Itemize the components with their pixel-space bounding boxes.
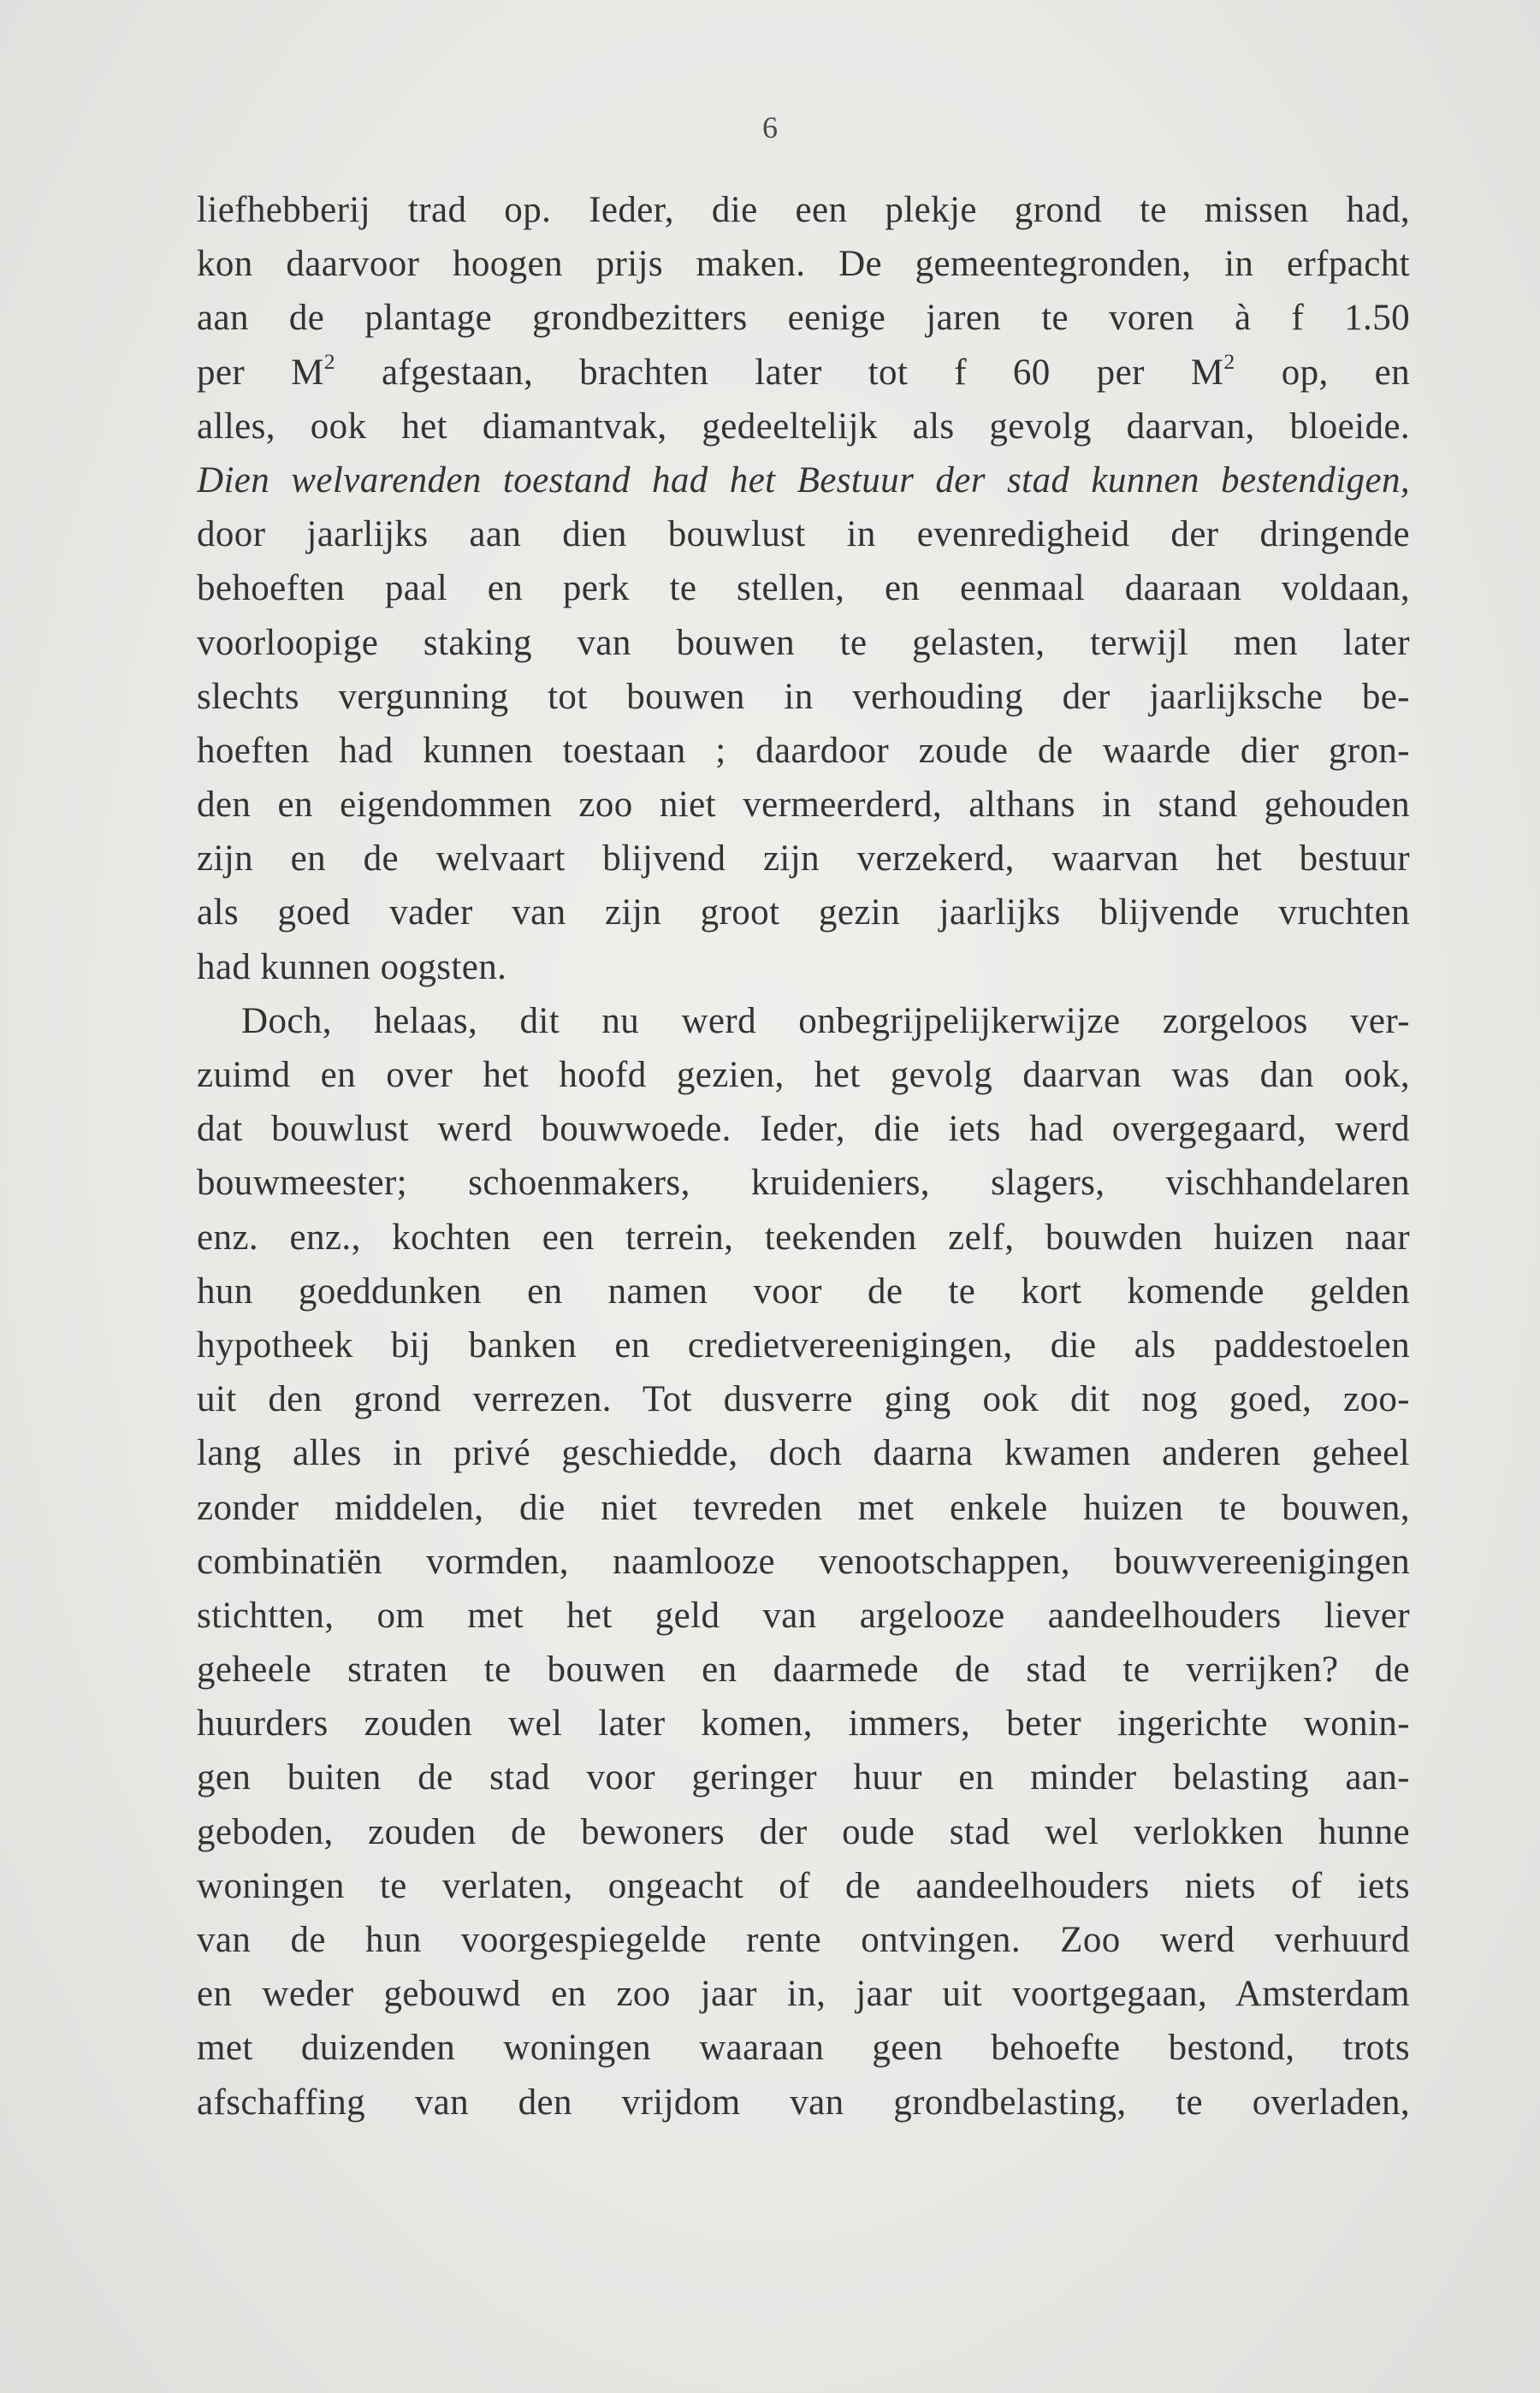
text-line: den en eigendommen zoo niet vermeerderd, althans in stand gehouden — [197, 785, 1410, 826]
text-line: slechts vergunning tot bouwen in verhouding der jaarlijksche be- — [197, 676, 1410, 717]
text-line: had kunnen oogsten. — [197, 946, 507, 987]
page-number: 6 — [762, 110, 778, 145]
text-line: aan de plantage grondbezitters eenige jaren te voren à f 1.50 — [197, 298, 1410, 339]
text-line: als goed vader van zijn groot gezin jaarlijks blijvende vruchten — [197, 892, 1410, 933]
text-line: combinatiën vormden, naamlooze venootschappen, bouwvereenigingen — [197, 1541, 1410, 1582]
superscript: 2 — [323, 348, 336, 374]
text-line: Doch, helaas, dit nu werd onbegrijpelijkerwijze zorgeloos ver- — [241, 1000, 1410, 1041]
text-line: gen buiten de stad voor geringer huur en minder belasting aan- — [197, 1757, 1410, 1798]
text-line: hypotheek bij banken en credietvereenigingen, die als paddestoelen — [197, 1324, 1410, 1365]
text-line: liefhebberij trad op. Ieder, die een plekje grond te missen had, — [197, 190, 1410, 230]
text-segment: op, en — [1235, 352, 1410, 393]
text-line: enz. enz., kochten een terrein, teekenden zelf, bouwden huizen naar — [197, 1217, 1410, 1258]
text-line: en weder gebouwd en zoo jaar in, jaar uit voortgegaan, Amsterdam — [197, 1974, 1410, 2015]
text-segment: per M — [197, 352, 324, 393]
paragraph-2 — [197, 994, 1410, 2129]
text-line: alles, ook het diamantvak, gedeeltelijk als gevolg daarvan, bloeide. — [197, 406, 1410, 447]
text-line: huurders zouden wel later komen, immers, beter ingerichte wonin- — [197, 1703, 1410, 1744]
text-line — [197, 346, 1410, 400]
text-line: dat bouwlust werd bouwwoede. Ieder, die iets had overgegaard, werd — [197, 1109, 1410, 1150]
text-line: door jaarlijks aan dien bouwlust in evenredigheid der dringende — [197, 514, 1410, 555]
text-line: zijn en de welvaart blijvend zijn verzekerd, waarvan het bestuur — [197, 838, 1410, 880]
text-line-italic: Dien welvarenden toestand had het Bestuur der stad kunnen bestendigen, — [197, 459, 1410, 501]
text-line: woningen te verlaten, ongeacht of de aandeelhouders niets of iets — [197, 1865, 1410, 1906]
text-line: voorloopige staking van bouwen te gelasten, terwijl men later — [197, 622, 1410, 663]
text-line: stichtten, om met het geld van argelooze aandeelhouders liever — [197, 1595, 1410, 1636]
text-line: hoeften had kunnen toestaan ; daardoor zoude de waarde dier gron- — [197, 730, 1410, 771]
text-line: kon daarvoor hoogen prijs maken. De gemeentegronden, in erfpacht — [197, 244, 1410, 285]
paragraph-1 — [197, 183, 1410, 994]
text-line: bouwmeester; schoenmakers, kruideniers, slagers, vischhandelaren — [197, 1163, 1410, 1204]
body-text — [197, 183, 1410, 2129]
superscript: 2 — [1223, 348, 1235, 374]
text-line: lang alles in privé geschiedde, doch daarna kwamen anderen geheel — [197, 1433, 1410, 1474]
text-line: van de hun voorgespiegelde rente ontvingen. Zoo werd verhuurd — [197, 1920, 1410, 1960]
text-line: met duizenden woningen waaraan geen behoefte bestond, trots — [197, 2028, 1410, 2069]
text-line: geheele straten te bouwen en daarmede de stad te verrijken? de — [197, 1650, 1410, 1691]
text-line: zuimd en over het hoofd gezien, het gevolg daarvan was dan ook, — [197, 1055, 1410, 1095]
text-line: uit den grond verrezen. Tot dusverre ging ook dit nog goed, zoo- — [197, 1379, 1410, 1420]
text-line: zonder middelen, die niet tevreden met enkele huizen te bouwen, — [197, 1487, 1410, 1528]
text-line: behoeften paal en perk te stellen, en eenmaal daaraan voldaan, — [197, 568, 1410, 609]
text-line: geboden, zouden de bewoners der oude stad wel verlokken hunne — [197, 1811, 1410, 1852]
text-segment: afgestaan, brachten later tot f 60 per M — [335, 352, 1224, 393]
text-line: hun goeddunken en namen voor de te kort komende gelden — [197, 1271, 1410, 1312]
text-line: afschaffing van den vrijdom van grondbelasting, te overladen, — [197, 2082, 1410, 2123]
